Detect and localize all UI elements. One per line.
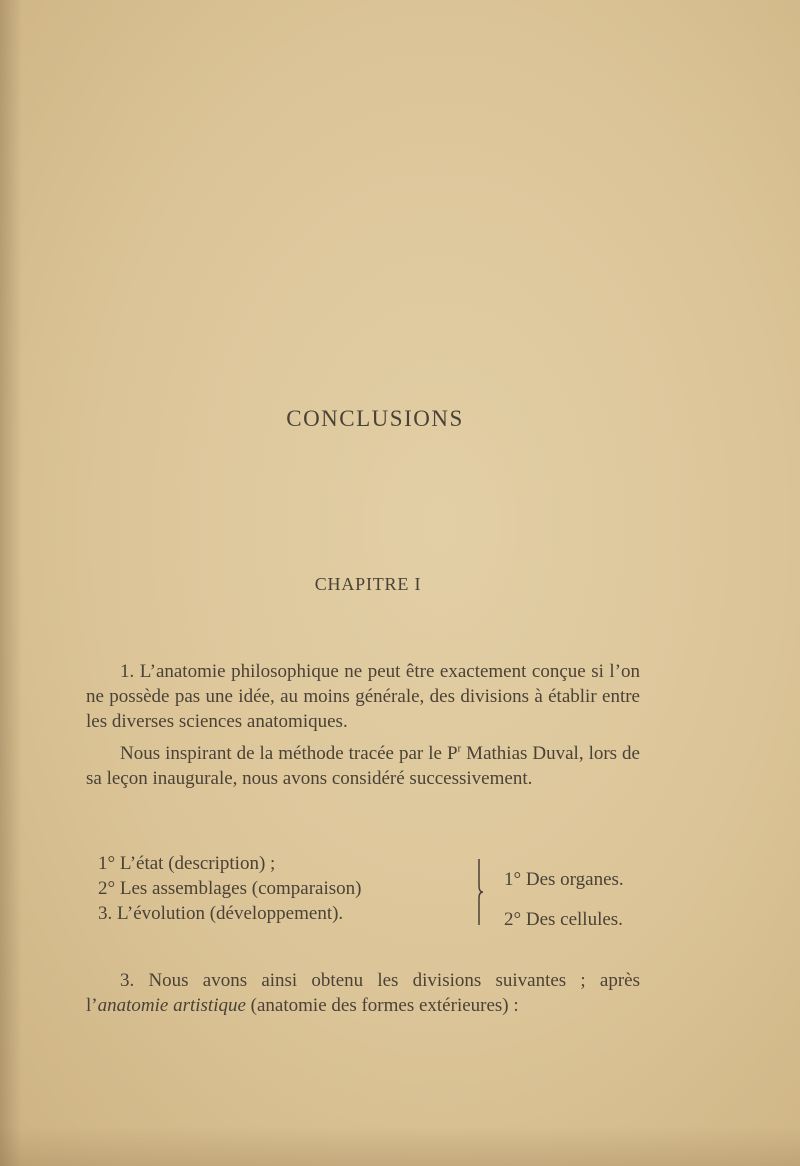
paragraph-3-end: (anatomie des formes extérieures) : [245, 995, 519, 1016]
paragraph-3-start: 3. Nous avons ainsi obtenu les divisions suivantes ; après l’ [86, 970, 640, 1016]
paragraph-2-start: Nous inspirant de la méthode tracée par le P [120, 743, 458, 764]
chapter-heading: CONCLUSIONS [286, 406, 464, 431]
brace-icon [477, 858, 485, 926]
aspect-item-1: 1° L’état (description) ; [98, 853, 276, 874]
paragraph-2-end: Mathias Duval, lors de sa leçon inaugurale, nous avons considéré successivement. [86, 743, 640, 789]
professor-abbrev-sup: r [457, 742, 462, 755]
paragraph-1: 1. L’anatomie philosophique ne peut être exactement conçue si l’on ne possède pas une idée, au moins générale, des divisions à établir entre les diverses sciences anatomiques. [86, 661, 640, 732]
aspect-item-3: 3. L’évolution (développement). [98, 903, 344, 924]
subject-item-2: 2° Des cellules. [504, 909, 623, 930]
page-shadow-bottom [0, 1126, 800, 1166]
aspect-item-2: 2° Les assemblages (comparaison) [98, 878, 362, 899]
paragraph-3 [86, 968, 640, 1018]
paragraph-3-italic: anatomie artistique [97, 995, 246, 1016]
subject-item-1: 1° Des organes. [504, 869, 624, 890]
paragraph-2 [86, 741, 640, 791]
subjects-list [504, 860, 624, 940]
aspects-list [98, 851, 362, 926]
chapter-subheading: CHAPITRE I [314, 574, 422, 594]
